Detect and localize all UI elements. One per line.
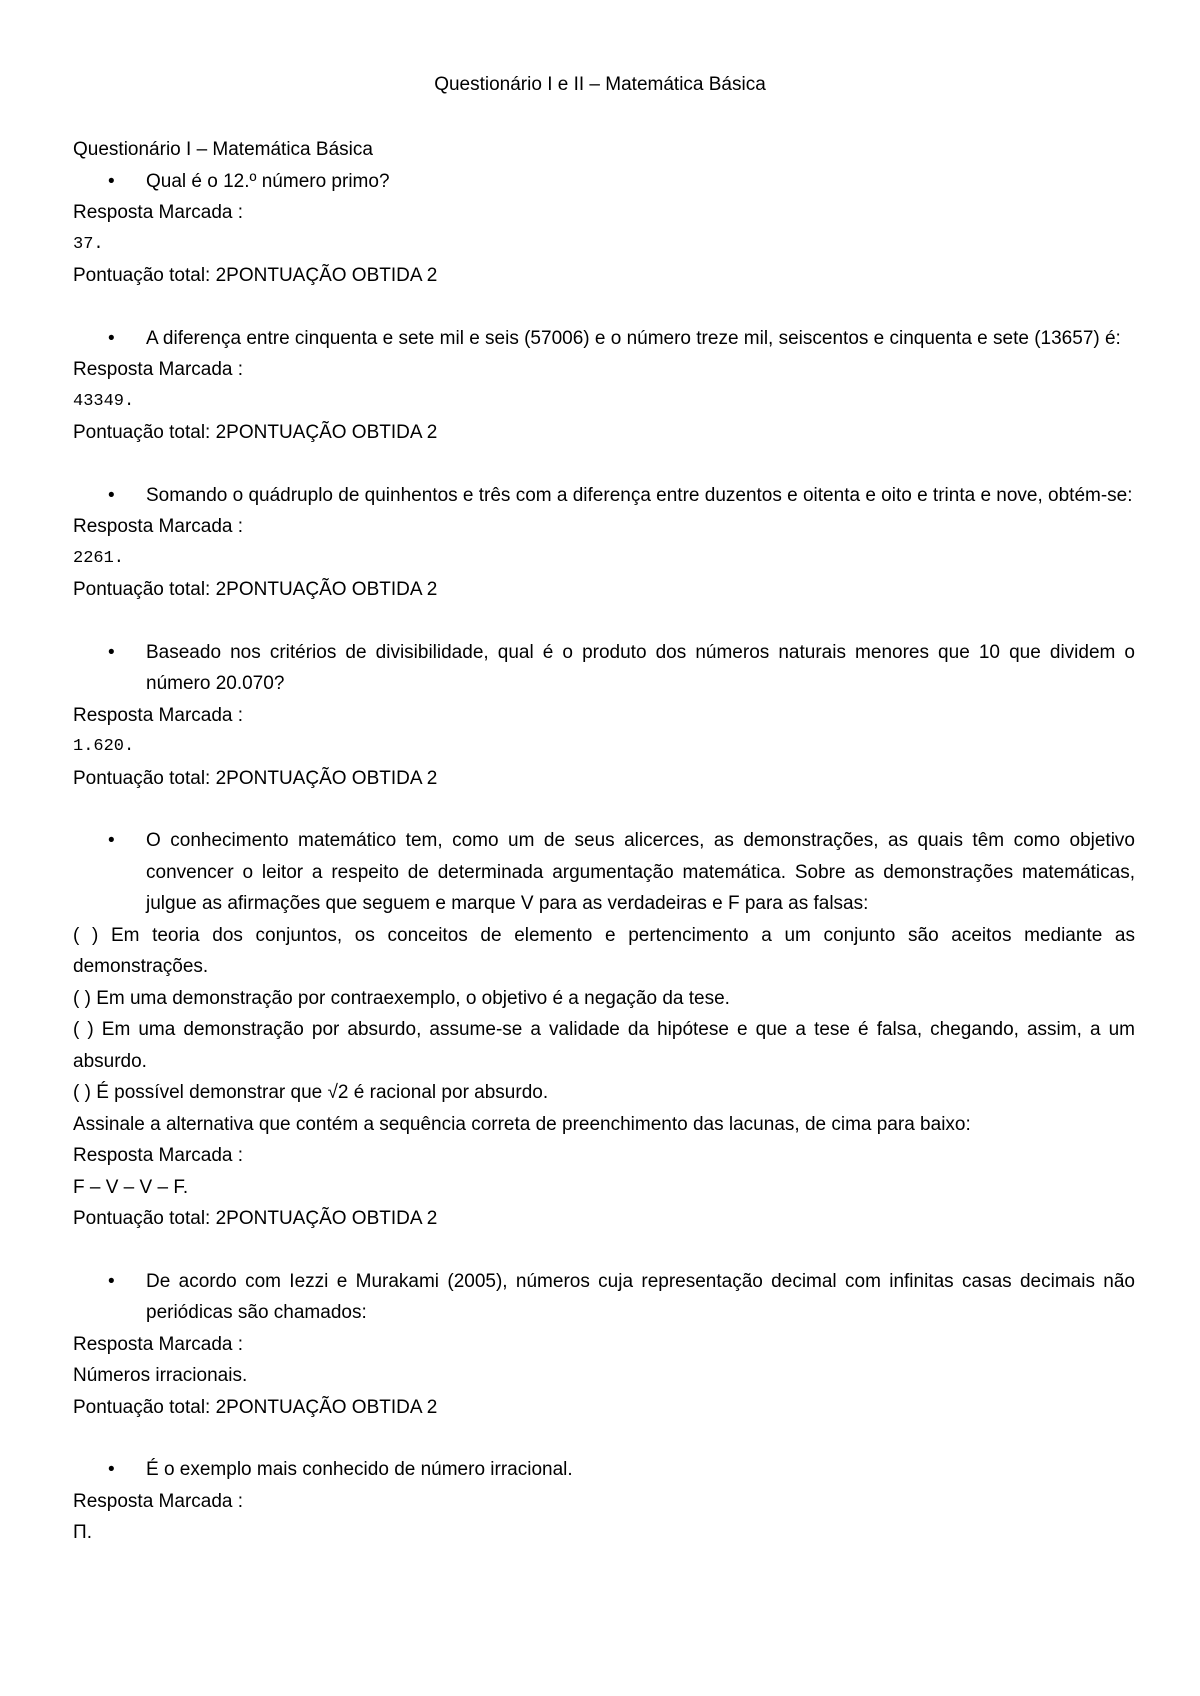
question-3 — [73, 480, 1135, 512]
score-line: Pontuação total: 2PONTUAÇÃO OBTIDA 2 — [73, 1208, 438, 1229]
statement-4: ( ) É possível demonstrar que √2 é racional por absurdo. — [73, 1082, 549, 1103]
question-block-1 — [73, 166, 1135, 292]
answer-value-3: 2261. — [73, 548, 125, 568]
answer-value-4: 1.620. — [73, 737, 135, 756]
question-1 — [73, 166, 1135, 198]
answer-label: Resposta Marcada : — [73, 1490, 244, 1512]
statement-2: ( ) Em uma demonstração por contraexemplo, o objetivo é a negação da tese. — [73, 987, 730, 1009]
question-1-text: Qual é o 12.º número primo? — [146, 170, 390, 192]
answer-value-2: 43349. — [73, 391, 135, 411]
document-content — [73, 134, 1135, 1580]
question-block-3 — [73, 480, 1135, 606]
question-block-7 — [73, 1454, 1135, 1549]
score-line: Pontuação total: 2PONTUAÇÃO OBTIDA 2 — [73, 767, 438, 789]
answer-value-5: F – V – V – F. — [73, 1176, 189, 1198]
question-5-instruction: Assinale a alternativa que contém a sequência correta de preenchimento das lacunas, de cima para baixo: — [73, 1113, 971, 1135]
question-block-2 — [73, 323, 1135, 449]
statement-1: ( ) Em teoria dos conjuntos, os conceitos de elemento e pertencimento a um conjunto são aceitos mediante as demonstrações. — [73, 924, 1135, 977]
score-line: Pontuação total: 2PONTUAÇÃO OBTIDA 2 — [73, 579, 438, 600]
question-4-text: Baseado nos critérios de divisibilidade, qual é o produto dos números naturais menores que 10 que dividem o número 20.070? — [146, 641, 1135, 694]
question-5-text: O conhecimento matemático tem, como um de seus alicerces, as demonstrações, as quais têm como objetivo convencer o leitor a respeito de determinada argumentação matemática. Sobre as demonstrações matemáticas, julgue as afirmações que seguem e marque V para as verdadeiras e F para as falsas: — [146, 830, 1135, 914]
question-5 — [73, 825, 1135, 920]
bullet-icon: • — [108, 1270, 115, 1292]
answer-label: Resposta Marcada : — [73, 704, 244, 726]
bullet-icon: • — [108, 641, 115, 663]
statement-3: ( ) Em uma demonstração por absurdo, assume-se a validade da hipótese e que a tese é falsa, chegando, assim, a um absurdo. — [73, 1019, 1135, 1072]
answer-value-6: Números irracionais. — [73, 1365, 248, 1386]
question-7-text: É o exemplo mais conhecido de número irracional. — [146, 1459, 573, 1480]
answer-label: Resposta Marcada : — [73, 1333, 244, 1355]
score-line: Pontuação total: 2PONTUAÇÃO OBTIDA 2 — [73, 265, 438, 286]
answer-label: Resposta Marcada : — [73, 202, 244, 223]
question-7 — [73, 1454, 1135, 1486]
answer-value-7: Π. — [73, 1522, 92, 1543]
question-block-4 — [73, 637, 1135, 795]
bullet-icon: • — [108, 1459, 115, 1480]
answer-value-1: 37. — [73, 234, 104, 254]
bullet-icon: • — [108, 484, 115, 506]
bullet-icon: • — [108, 830, 115, 851]
answer-label: Resposta Marcada : — [73, 516, 244, 537]
bullet-icon: • — [108, 170, 115, 192]
score-line: Pontuação total: 2PONTUAÇÃO OBTIDA 2 — [73, 422, 438, 443]
question-block-5 — [73, 825, 1135, 1235]
question-3-text: Somando o quádruplo de quinhentos e três com a diferença entre duzentos e oitenta e oito e trinta e nove, obtém-se: — [146, 484, 1133, 506]
question-4 — [73, 637, 1135, 700]
section-heading: Questionário I – Matemática Básica — [73, 139, 373, 160]
document-title: Questionário I e II – Matemática Básica — [434, 74, 766, 95]
question-block-6 — [73, 1266, 1135, 1424]
score-line: Pontuação total: 2PONTUAÇÃO OBTIDA 2 — [73, 1396, 438, 1418]
answer-label: Resposta Marcada : — [73, 1145, 244, 1166]
question-2-text: A diferença entre cinquenta e sete mil e seis (57006) e o número treze mil, seiscentos e cinquenta e sete (13657) é: — [146, 327, 1121, 349]
bullet-icon: • — [108, 327, 115, 349]
answer-label: Resposta Marcada : — [73, 359, 244, 380]
question-2 — [73, 323, 1135, 355]
question-6-text: De acordo com Iezzi e Murakami (2005), números cuja representação decimal com infinitas casas decimais não periódicas são chamados: — [146, 1270, 1135, 1323]
question-6 — [73, 1266, 1135, 1329]
